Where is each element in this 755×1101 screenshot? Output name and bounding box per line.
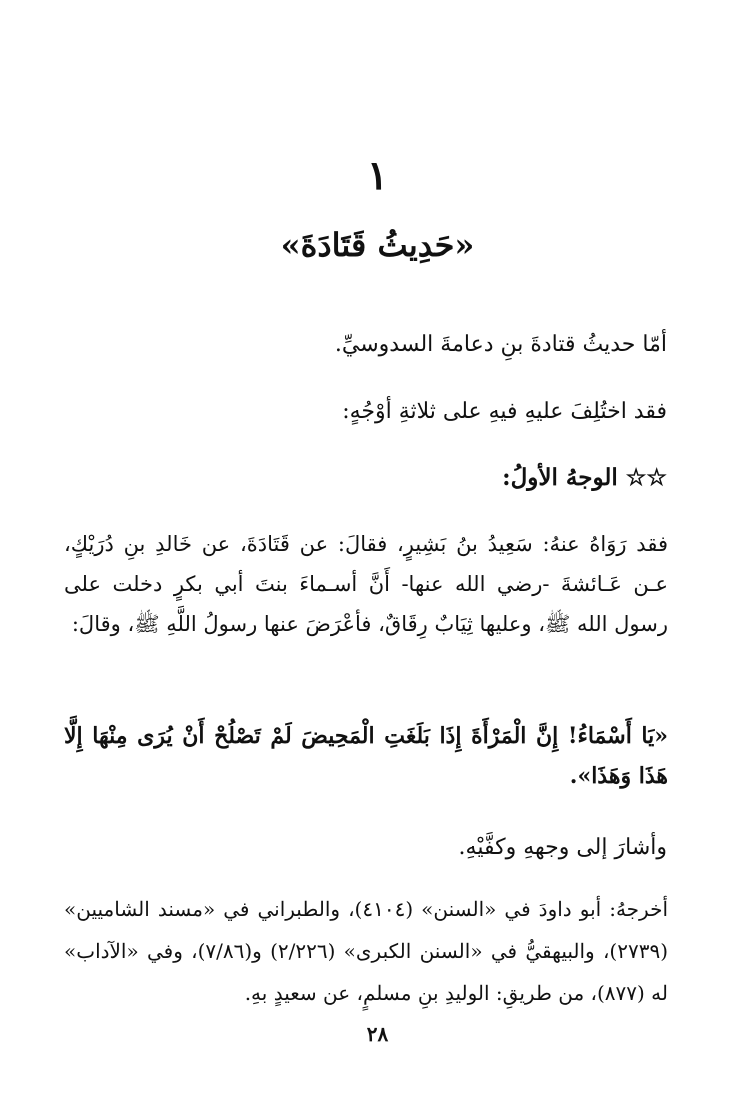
disagreement-paragraph: فقد اختُلِفَ عليهِ فيهِ على ثلاثةِ أوْجُهٍ: xyxy=(342,399,667,424)
takhrij-paragraph: أخرجهُ: أبو داودَ في «السنن» (٤١٠٤)، والطبراني في «مسند الشاميين» (٢٧٣٩)، والبيهقيُّ في «السنن الكبرى» (٢/٢٢٦) و(٧/٨٦)، وفي «الآداب» له (٨٧٧)، من طريقِ: الوليدِ بنِ مسلمٍ، عن سعيدٍ بهِ. xyxy=(64,897,669,1005)
section-heading: ☆☆ الوجهُ الأولُ: xyxy=(502,464,667,491)
chapter-title: «حَدِيثُ قَتَادَةَ» xyxy=(280,226,475,264)
intro-paragraph: أمّا حديثُ قتادةَ بنِ دعامةَ السدوسيِّ. xyxy=(334,332,667,357)
page-number: ٢٨ xyxy=(366,1022,389,1046)
chapter-number: ١ xyxy=(366,152,389,199)
gesture-paragraph: وأشارَ إلى وجههِ وكفَّيْهِ. xyxy=(458,835,667,860)
hadith-text: «يَا أَسْمَاءُ! إِنَّ الْمَرْأَةَ إِذَا بَلَغَتِ الْمَحِيضَ لَمْ تَصْلُحْ أَنْ يُرَى مِنْهَا إِلَّا هَذَا وَهَذَا». xyxy=(64,723,668,789)
narration-paragraph: فقد رَوَاهُ عنهُ: سَعِيدُ بنُ بَشِيرٍ، فقالَ: عن قَتَادَةَ، عن خَالدِ بنِ دُرَيْكٍ، عـن عَـائشةَ -رضي الله عنها- أَنَّ أسـماءَ بنتَ أبي بكرٍ دخلت على رسول الله ﷺ، وعليها ثِيَابٌ رِقَاقٌ، فأعْرَضَ عنها رسولُ اللَّهِ ﷺ، وقالَ: xyxy=(64,532,668,636)
